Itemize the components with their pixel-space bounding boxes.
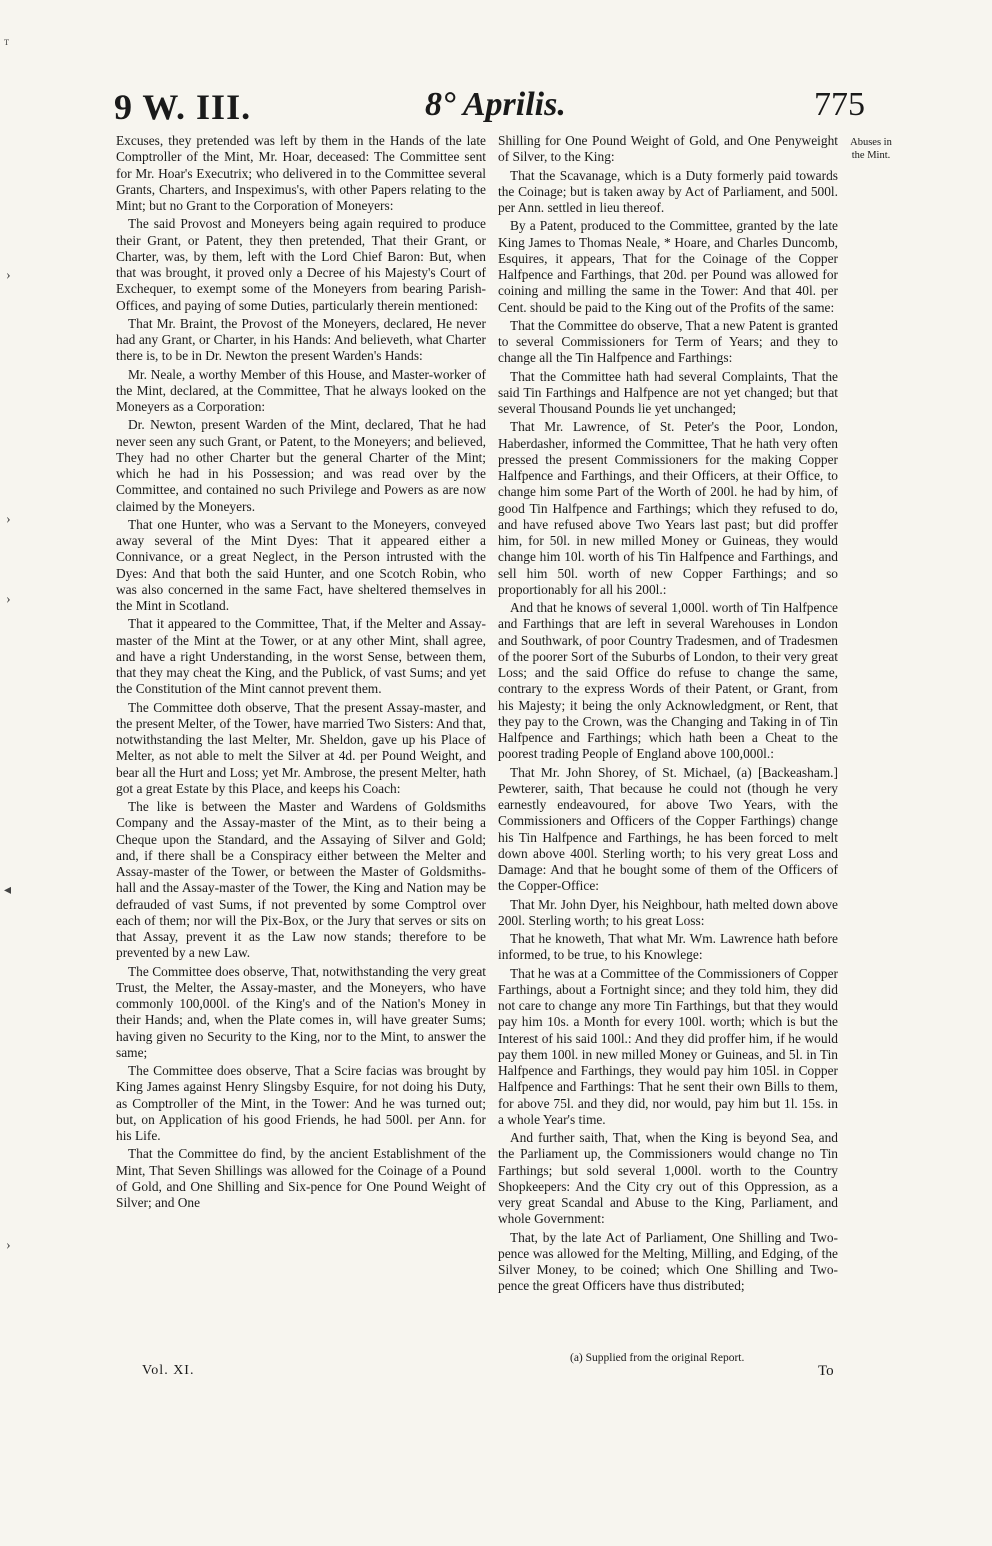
left-column — [116, 133, 486, 1213]
paragraph: By a Patent, produced to the Committee, granted by the late King James to Thomas Neale, * Hoare, and Charles Duncomb, Esquires, it appears, That for the Coinage of the Copper Halfpence and Farthings, that 20d. per Pound was allowed for coining and milling the same in the Tower: And that 40l. per Cent. should be paid to the King out of the Profits of the same: — [498, 218, 838, 315]
margin-note: Abuses in the Mint. — [850, 137, 892, 161]
scan-mark-icon: ◂ — [4, 883, 12, 898]
paragraph: The said Provost and Moneyers being again required to produce their Grant, or Patent, they then pretended, That their Grant, or Charter, was, by them, left with the Lord Chief Baron: But, when that was brought, it proved only a Decree of his Majesty's Court of Exchequer, to exempt some of the Moneyers from bearing Parish-Offices, and paying of some Duties, particularly therein mentioned: — [116, 216, 486, 313]
paragraph: That he knoweth, That what Mr. Wm. Lawrence hath before informed, to be true, to his Knowlege: — [498, 931, 838, 963]
volume-signature: Vol. XI. — [142, 1363, 195, 1378]
paragraph: The Committee does observe, That, notwithstanding the very great Trust, the Melter, the Assay-master, and the Moneyers, who have commonly 100,000l. of the King's and of the Nation's Money in their Hands; and, when the Plate comes in, will have greater Sums; having given no Security to the King, nor to the Mint, to answer the same; — [116, 963, 486, 1060]
paragraph: And further saith, That, when the King is beyond Sea, and the Parliament up, the Commissioners would change no Tin Farthings; but sold several 1,000l. worth to the Country Shopkeepers: And the City cry out of this Oppression, as a very great Scandal and Abuse to the King, Parliament, and whole Government: — [498, 1130, 838, 1227]
paragraph: The like is between the Master and Wardens of Goldsmiths Company and the Assay-master of the Mint, as to their being a Cheque upon the Standard, and the Assaying of Silver and Gold; and, if there shall be a Conspiracy either between the Melter and Assay-master of the Tower, or between the Master of Goldsmiths-hall and the Assay-master of the Tower, the King and Nation may be defrauded of vast Sums, if not prevented by some Comptrol over each of them; nor will the Pix-Box, or the Jury that serves or sits on that Assay, prevent it as the Law now stands; therefore to be prevented by a new Law. — [116, 799, 486, 961]
paragraph: Dr. Newton, present Warden of the Mint, declared, That he had never seen any such Grant, or Patent, to the Moneyers; and believed, They had no other Charter but the general Charter of the Mint; which he had in his Possession; and was read over by the Committee, and contained no such Privilege and Powers as are now claimed by the Moneyers. — [116, 417, 486, 514]
regnal-year-header: 9 W. III. — [114, 87, 252, 127]
paragraph: That the Committee hath had several Complaints, That the said Tin Farthings and Halfpence are not yet changed; but that several Thousand Pounds lie yet unchanged; — [498, 368, 838, 416]
scan-mark-icon: › — [6, 1238, 11, 1253]
paragraph: That it appeared to the Committee, That, if the Melter and Assay-master of the Mint at the Tower, or at any other Mint, shall agree, and have a right Understanding, in the worst Sense, between them, that they may cheat the King, and the Publick, of vast Sums; and yet the Constitution of the Mint cannot prevent them. — [116, 616, 486, 697]
catchword: To — [818, 1363, 834, 1379]
paragraph: And that he knows of several 1,000l. worth of Tin Halfpence and Farthings that are left in several Warehouses in London and Southwark, of poor Country Tradesmen, and of Tradesmen of the poorer Sort of the Suburbs of London, to their very great Loss; and the said Office do refuse to change the same, contrary to the express Words of their Patent, or Grant, from his Majesty; it being the only Acknowledgment, or Rent, that they pay to the Crown, was the Changing and Taking in of Tin Halfpence and Farthings; which hath been a Cheat to the poorest trading People of England above 100,000l.: — [498, 600, 838, 762]
scan-mark-icon: ᵀ — [4, 38, 10, 53]
paragraph: That the Committee do observe, That a new Patent is granted to several Commissioners for Term of Years; and they to change all the Tin Halfpence and Farthings: — [498, 317, 838, 366]
footnote: (a) Supplied from the original Report. — [570, 1352, 745, 1364]
paragraph: Shilling for One Pound Weight of Gold, and One Penyweight of Silver, to the King: — [498, 133, 838, 165]
paragraph: That the Committee do find, by the ancient Establishment of the Mint, That Seven Shillings was allowed for the Coinage of a Pound of Gold, and One Shilling and Six-pence for One Pound Weight of Silver; and One — [116, 1146, 486, 1210]
paragraph: That he was at a Committee of the Commissioners of Copper Farthings, about a Fortnight since; and they told him, they did not care to change any more Tin Farthings, but that they would pay him 10s. a Month for every 100l. worth; which is but the Interest of his said 100l.: And they did proffer him, if he would pay them 100l. in new milled Money or Guineas, and 5l. in Tin Halfpence and Farthings, they would pay him 105l. in Copper Halfpence and Farthings: That he sent their own Bills to them, for above 75l. and they did, nor would, pay him but 1l. 15s. in a whole Year's time. — [498, 965, 839, 1127]
paragraph: That Mr. Braint, the Provost of the Moneyers, declared, He never had any Grant, or Charter, in his Hands: And believeth, what Charter there is, to be in Dr. Newton the present Warden's Hands: — [116, 315, 486, 364]
paragraph: That, by the late Act of Parliament, One Shilling and Two-pence was allowed for the Melting, Milling, and Edging, of the Silver Money, to be coined; which One Shilling and Two-pence the great Officers have thus distributed; — [498, 1229, 838, 1294]
date-header: 8° Aprilis. — [425, 86, 566, 123]
paragraph: The Committee doth observe, That the present Assay-master, and the present Melter, of the Tower, have married Two Sisters: And that, notwithstanding the last Melter, Mr. Sheldon, gave up his Place of Melter, as not able to melt the Silver at 4d. per Pound Weight, and bear all the Hurt and Loss; yet Mr. Ambrose, the present Melter, hath got a great Estate by this Place, and keeps his Coach: — [116, 699, 486, 796]
paragraph: The Committee does observe, That a Scire facias was brought by King James against Henry Slingsby Esquire, for not doing his Duty, as Comptroller of the Mint, in the Tower: And he was turned out; but, on Application of his good Friends, he had 500l. per Ann. for his Life. — [116, 1063, 486, 1143]
scan-mark-icon: › — [6, 512, 11, 527]
scan-mark-icon: › — [6, 592, 11, 607]
paragraph: Mr. Neale, a worthy Member of this House, and Master-worker of the Mint, declared, at the Committee, That he always looked on the Moneyers as a Corporation: — [116, 366, 486, 414]
page-number: 775 — [814, 86, 865, 123]
scan-mark-icon: › — [6, 268, 11, 283]
paragraph: That the Scavanage, which is a Duty formerly paid towards the Coinage; but is taken away by Act of Parliament, and 500l. per Ann. settled in lieu thereof. — [498, 167, 838, 215]
right-column — [498, 133, 838, 1297]
paragraph: Excuses, they pretended was left by them in the Hands of the late Comptroller of the Mint, Mr. Hoar, deceased: The Committee sent for Mr. Hoar's Executrix; who delivered in to the Committee several Grants, Charters, and Inspeximus's, with other Papers relating to the Mint; but no Grant to the Corporation of Moneyers: — [116, 133, 486, 213]
paragraph: That one Hunter, who was a Servant to the Moneyers, conveyed away several of the Mint Dyes: That it appeared either a Connivance, or a great Neglect, in the Person intrusted with the Dyes: And that both the said Hunter, and one Scotch Robin, who was also concerned in the same Fact, have sheltered themselves in the Mint in Scotland. — [116, 516, 486, 613]
paragraph: That Mr. John Dyer, his Neighbour, hath melted down above 200l. Sterling worth; to his great Loss: — [498, 896, 838, 928]
paragraph: That Mr. Lawrence, of St. Peter's the Poor, London, Haberdasher, informed the Committee, That he hath very often pressed the present Commissioners for the making Copper Halfpence and Farthings, and their Officers, at their Office, to change him some Part of the Worth of 200l. he had by him, of good Tin Halfpence and Farthings; which they refused to do, and have refused above Two Years last past; but did proffer him, for 50l. in new milled Money or Guineas, they would change him 10l. worth of his Tin Halfpence and Farthings, and sell him 50l. worth of new Copper Farthings; and so proportionably for all his 200l.: — [498, 419, 838, 597]
paragraph: That Mr. John Shorey, of St. Michael, (a) [Backeasham.] Pewterer, saith, That because he could not (though he very earnestly endeavoured, for above Two Years, with the Commissioners and Officers of the Copper Farthings) change his Tin Halfpence and Farthings, he has been forced to melt down above 400l. Sterling worth; to his very great Loss and Damage: And that he bought some of them of the Officers of the Copper-Office: — [498, 764, 838, 894]
